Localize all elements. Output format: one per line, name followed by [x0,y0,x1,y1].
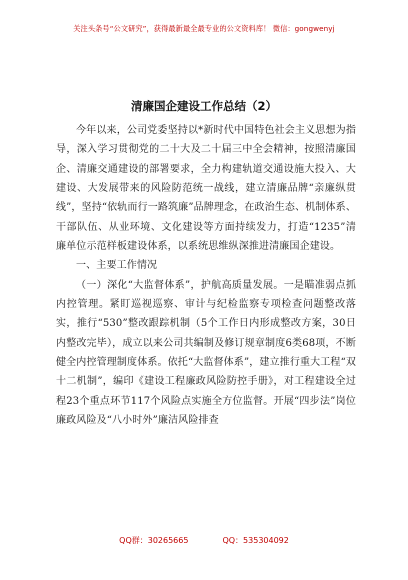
qq-number-text: QQ：535304092 [222,536,289,545]
document-body [56,121,356,431]
footer-banner [0,535,408,546]
header-banner: 关注头条号“公文研究”，获得最新最全最专业的公文资料库！ 微信：gongwenyj [73,24,335,33]
page-title: 清廉国企建设工作总结（2） [130,99,277,113]
section-paragraph: （一）深化“大监督体系”，护航高质量发展。一是瞄准弱点抓内控管理。紧盯巡视巡察、审计与纪检监察专项检查问题整改落实，推行“530”整改跟踪机制（5个工作日内形成整改方案，30日内整改完毕），成立以来公司共编制及修订规章制度6类68项，不断健全内控管理制度体系。依托“大监督体系”，建立推行重大工程“双十二机制”，编印《建设工程廉政风险防控手册》，对工程建设全过程23个重点环节117个风险点实施全方位监督。开展“四步法”岗位廉政风险及“八小时外”廉洁风险排查 [56,279,356,427]
section-heading: 一、主要工作情况 [76,260,158,272]
qq-group-text: QQ群：30265665 [119,536,189,545]
intro-paragraph: 今年以来，公司党委坚持以*新时代中国特色社会主义思想为指导，深入学习贯彻党的二十大及二十届三中全会精神，按照清廉国企、清廉交通建设的部署要求，全力构建轨道交通设施大投入、大建设、大发展带来的风险防范统一战线，建立清廉品牌“亲廉纵贯线”，坚持“依轨而行一路筑廉”品牌理念，在政治生态、机制体系、干部队伍、从业环境、文化建设等方面持续发力，打造“1235”清廉单位示范样板建设体系，以系统思维纵深推进清廉国企建设。 [56,125,356,253]
